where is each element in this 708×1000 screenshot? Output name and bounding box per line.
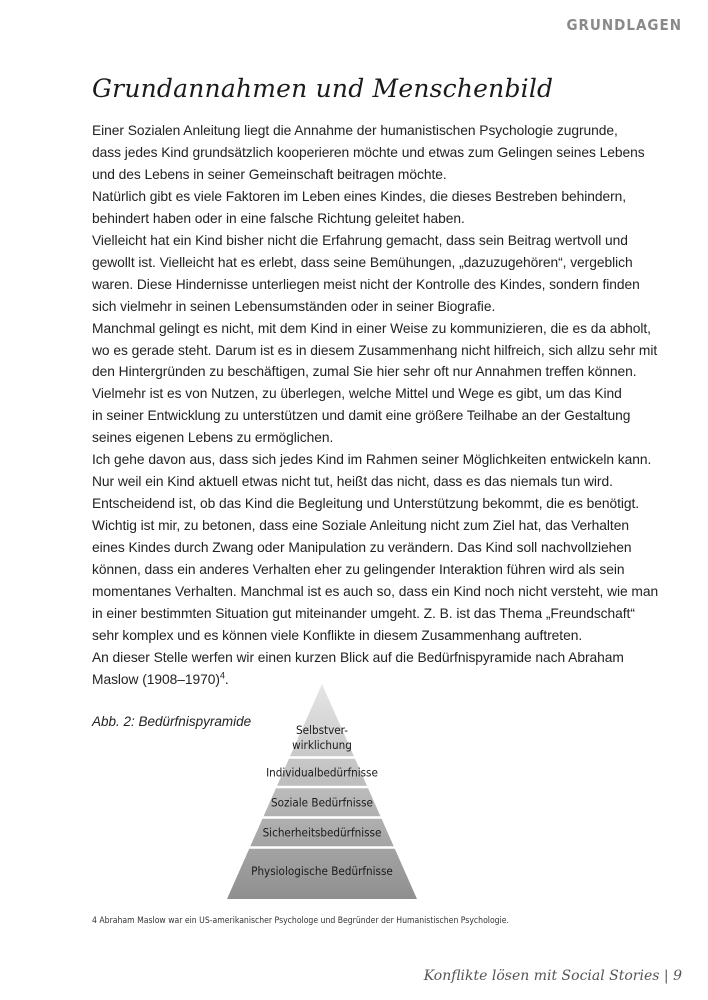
text-line-end: Maslow (1908–1970) (92, 671, 220, 687)
text-line: waren. Diese Hindernisse unterliegen meist nicht der Kontrolle des Kindes, sondern finden (92, 276, 640, 292)
text-line: gewollt ist. Vielleicht hat es erlebt, dass seine Bemühungen, „dazuzugehören“, vergeblich (92, 254, 633, 270)
text-line: und des Lebens in seiner Gemeinschaft beitragen möchte. (92, 166, 447, 182)
book-title: Konflikte lösen mit Social Stories (423, 968, 660, 984)
text-line: Vielmehr ist es von Nutzen, zu überlegen, welche Mittel und Wege es gibt, um das Kind (92, 386, 622, 402)
section-label: GRUNDLAGEN (566, 16, 682, 34)
text-line: seines eigenen Lebens zu ermöglichen. (92, 430, 334, 446)
text-line: Vielleicht hat ein Kind bisher nicht die Erfahrung gemacht, dass sein Beitrag wertvoll und (92, 232, 628, 248)
pyramid-level-physiological: Physiologische Bedürfnisse (251, 864, 393, 878)
needs-pyramid (227, 684, 417, 899)
text-line: in seiner Entwicklung zu unterstützen und damit eine größere Teilhabe an der Gestaltung (92, 408, 631, 424)
text-line: Entscheidend ist, ob das Kind die Begleitung und Unterstützung bekommt, die es benötigt. (92, 496, 640, 512)
pyramid-level-top-line2: wirklichung (292, 738, 352, 752)
footnote-marker: 4 (219, 670, 225, 681)
figure-caption: Abb. 2: Bedürfnispyramide (92, 714, 252, 729)
footnote: 4 Abraham Maslow war ein US-amerikanischer Psychologe und Begründer der Humanistischen Psychologie. (92, 916, 509, 926)
page-title: Grundannahmen und Menschenbild (92, 74, 554, 103)
text-line: dass jedes Kind grundsätzlich kooperieren möchte und etwas zum Gelingen seines Lebens (92, 144, 645, 160)
running-footer (424, 968, 682, 984)
text-line: Wichtig ist mir, zu betonen, dass eine Soziale Anleitung nicht zum Ziel hat, das Verhalten (92, 518, 629, 534)
pyramid-level-top-line1: Selbstver- (296, 723, 348, 737)
text-line: Natürlich gibt es viele Faktoren im Leben eines Kindes, die dieses Bestreben behindern, (92, 188, 627, 204)
text-line: in einer bestimmten Situation gut miteinander umgeht. Z. B. ist das Thema „Freundschaft“ (92, 605, 635, 621)
footer-separator: | (663, 968, 669, 984)
pyramid-level-safety: Sicherheitsbedürfnisse (262, 825, 382, 840)
text-line: momentanes Verhalten. Manchmal ist es auch so, dass ein Kind noch nicht versteht, wie man (92, 584, 659, 600)
text-line: An dieser Stelle werfen wir einen kurzen Blick auf die Bedürfnispyramide nach Abraham (92, 649, 624, 665)
text-line: können, dass ein anderes Verhalten eher zu gelingender Interaktion führen wird als sein (92, 562, 625, 578)
text-line: Nur weil ein Kind aktuell etwas nicht tut, heißt das nicht, dass es das niemals tun wird. (92, 474, 613, 490)
text-line: behindert haben oder in eine falsche Richtung geleitet haben. (92, 210, 465, 226)
body-text (92, 120, 660, 691)
text-line: Manchmal gelingt es nicht, mit dem Kind in einer Weise zu kommunizieren, die es da abholt, (92, 320, 651, 336)
text-line: Einer Sozialen Anleitung liegt die Annahme der humanistischen Psychologie zugrunde, (92, 123, 618, 138)
text-line: sich vielmehr in seinen Lebensumständen oder in seiner Biografie. (92, 298, 496, 314)
page-number: 9 (673, 968, 682, 984)
text-line: eines Kindes durch Zwang oder Manipulation zu verändern. Das Kind soll nachvollziehen (92, 540, 632, 556)
pyramid-level-individual: Individualbedürfnisse (266, 765, 378, 780)
text-line: Ich gehe davon aus, dass sich jedes Kind im Rahmen seiner Möglichkeiten entwickeln kann. (92, 452, 652, 468)
text-line: Maslow (1908–1970)$^4$. (92, 670, 229, 687)
text-line: sehr komplex und es können viele Konflikte in diesem Zusammenhang auftreten. (92, 627, 583, 643)
text-line: wo es gerade steht. Darum ist es in diesem Zusammenhang nicht hilfreich, sich allzu sehr mit (92, 342, 658, 358)
text-line: den Hintergründen zu beschäftigen, zumal Sie hier sehr oft nur Annahmen treffen können. (92, 364, 637, 380)
pyramid-level-social: Soziale Bedürfnisse (271, 795, 373, 810)
